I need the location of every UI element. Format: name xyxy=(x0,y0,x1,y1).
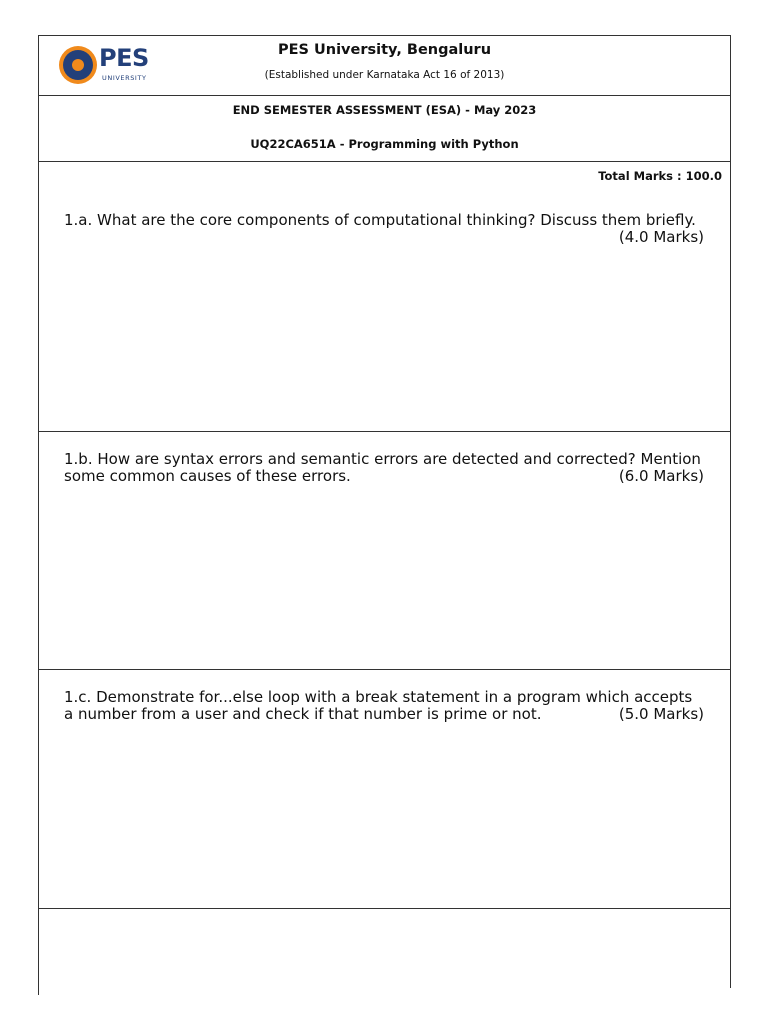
exam-info xyxy=(38,96,731,162)
logo-text: PES xyxy=(99,44,149,72)
assessment-title: END SEMESTER ASSESSMENT (ESA) - May 2023 xyxy=(232,103,537,117)
question-marks: (4.0 Marks) xyxy=(618,228,704,246)
course-title: UQ22CA651A - Programming with Python xyxy=(250,137,519,151)
question-text xyxy=(64,689,704,723)
question-block xyxy=(38,192,731,432)
university-title: PES University, Bengaluru xyxy=(277,42,492,58)
question-block xyxy=(38,670,731,909)
document-header xyxy=(38,35,731,96)
question-text xyxy=(64,212,704,246)
question-body: 1.a. What are the core components of computational thinking? Discuss them briefly. xyxy=(64,211,696,229)
established-note: (Established under Karnataka Act 16 of 2013) xyxy=(264,69,505,81)
logo-subtext: UNIVERSITY xyxy=(102,74,147,82)
question-block xyxy=(38,432,731,670)
question-body: 1.c. Demonstrate for...else loop with a break statement in a program which accepts a number from a user and check if that number is prime or not. xyxy=(64,688,693,723)
question-text xyxy=(64,451,704,485)
question-body: 1.b. How are syntax errors and semantic errors are detected and corrected? Mention some common causes of these errors. xyxy=(64,450,701,485)
question-marks: (5.0 Marks) xyxy=(618,705,704,723)
total-marks: Total Marks : 100.0 xyxy=(598,169,722,183)
question-marks: (6.0 Marks) xyxy=(618,467,704,485)
